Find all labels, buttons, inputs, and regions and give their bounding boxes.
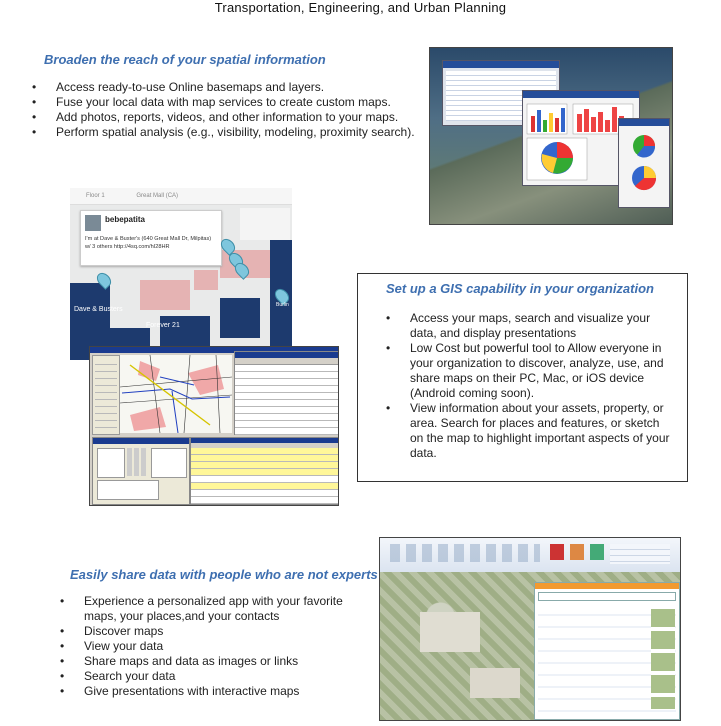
list-item: • Experience a personalized app with your favorite maps, your places,and your contacts xyxy=(58,594,358,624)
pie-charts-graphic xyxy=(619,126,669,206)
search-input[interactable] xyxy=(538,592,676,601)
query-dialog xyxy=(92,437,190,505)
layer-list-panel xyxy=(92,355,120,435)
list-item: • Give presentations with interactive maps xyxy=(58,684,358,699)
gis-desktop-screenshot xyxy=(89,346,339,506)
list-item: • Discover maps xyxy=(58,624,358,639)
page-title: Transportation, Engineering, and Urban Planning xyxy=(214,0,507,15)
section2-box xyxy=(357,273,688,482)
section1-bullet-list xyxy=(30,80,430,140)
search-panel xyxy=(534,582,680,720)
list-item: • Access your maps, search and visualize your data, and display presentations xyxy=(384,311,674,341)
ribbon-toolbar xyxy=(380,538,681,573)
list-item: • Add photos, reports, videos, and other information to your maps. xyxy=(30,110,430,125)
mall-label: Great Mall (CA) xyxy=(136,193,179,199)
checkin-popup xyxy=(80,210,222,266)
list-item: • Share maps and data as images or links xyxy=(58,654,358,669)
floor-bar xyxy=(70,188,292,205)
gis-3d-screenshot xyxy=(429,47,673,225)
attribute-table-window xyxy=(234,351,339,435)
floor-label: Floor 1 xyxy=(86,193,105,199)
list-item: • Access ready-to-use Online basemaps and layers. xyxy=(30,80,430,95)
section2-bullet-list xyxy=(384,311,674,461)
section3-bullet-list xyxy=(58,594,358,699)
store-label-dave: Dave & Busters xyxy=(74,306,123,313)
store-label-forever: Forever 21 xyxy=(146,322,180,329)
section2-heading: Set up a GIS capability in your organization xyxy=(386,281,654,296)
result-thumbnails xyxy=(651,609,675,709)
street-map-graphic xyxy=(120,355,232,433)
ribbon-app-screenshot xyxy=(379,537,681,721)
mall-floor-map xyxy=(70,188,292,360)
list-item: • Search your data xyxy=(58,669,358,684)
list-item: • Perform spatial analysis (e.g., visibility, modeling, proximity search). xyxy=(30,125,430,140)
list-item: • View information about your assets, property, or area. Search for places and features, or sketch on the map to highlight important aspects of your data. xyxy=(384,401,674,461)
query-results-table xyxy=(190,437,339,505)
list-item: • Fuse your local data with map services to create custom maps. xyxy=(30,95,430,110)
section1-heading: Broaden the reach of your spatial information xyxy=(44,52,326,67)
checkin-username: bebepatita xyxy=(105,215,146,224)
checkin-text: I'm at Dave & Buster's (640 Great Mall Dr, Milpitas) w/ 3 others http://4sq.com/hI28HR xyxy=(85,236,212,250)
avatar xyxy=(85,215,101,231)
store-label-burlington: Burlin xyxy=(276,302,289,308)
pie-window xyxy=(618,118,670,208)
list-item: • Low Cost but powerful tool to Allow everyone in your organization to discover, analyze, use, and share maps on their PC, Mac, or iOS device (Android coming soon). xyxy=(384,341,674,401)
section3-heading: Easily share data with people who are not experts xyxy=(70,567,378,582)
list-item: • View your data xyxy=(58,639,358,654)
